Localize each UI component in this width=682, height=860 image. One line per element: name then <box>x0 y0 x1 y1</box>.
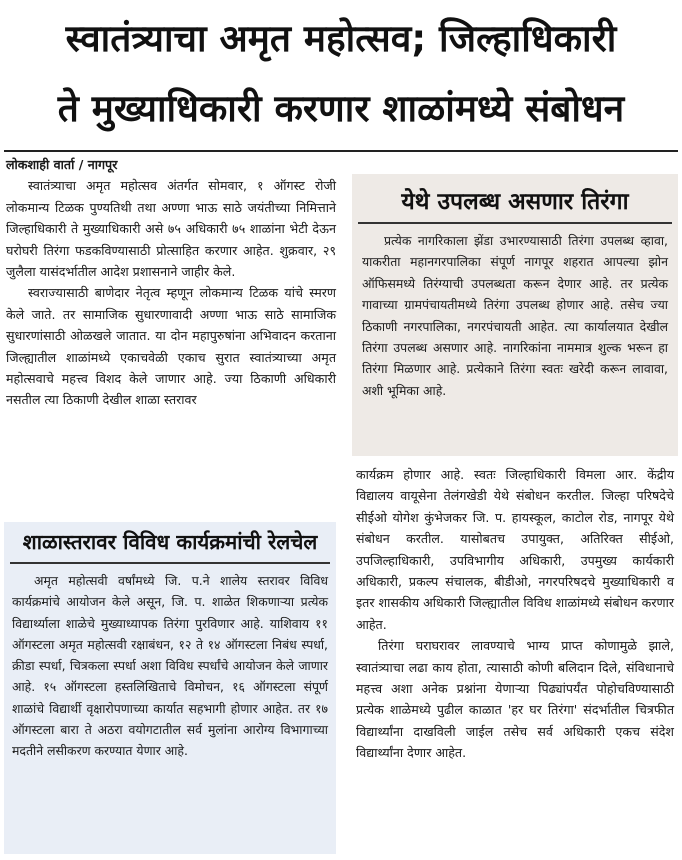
school-programs-box <box>4 522 336 854</box>
main-article-column <box>6 154 336 411</box>
tiranga-box-title: येथे उपलब्ध असणार तिरंगा <box>358 174 672 224</box>
headline <box>0 4 682 144</box>
main-paragraph-1: स्वातंत्र्याचा अमृत महोत्सव अंतर्गत सोमवार, १ ऑगस्ट रोजी लोकमान्य टिळक पुण्यतिथी तथा अण्णा भाऊ साठे जयंतीच्या निमित्ताने जिल्हाधिकारी ते मुख्याधिकारी असे ७५ अधिकारी ७५ शाळांना भेटी देऊन घरोघरी तिरंगा फडकविण्यासाठी प्रोत्साहित करणार आहेत. शुक्रवार, २९ जुलैला यासंदर्भातील आदेश प्रशासनाने जाहीर केले. <box>6 178 336 280</box>
headline-line-1: स्वातंत्र्याचा अमृत महोत्सव; जिल्हाधिकारी <box>65 17 617 60</box>
byline: लोकशाही वार्ता / नागपूर <box>6 157 118 172</box>
right-article-column <box>356 464 674 764</box>
right-paragraph-1: कार्यक्रम होणार आहे. स्वतः जिल्हाधिकारी विमला आर. केंद्रीय विद्यालय वायूसेना तेलंगखेडी येथे संबोधन करतील. जिल्हा परिषदेचे सीईओ योगेश कुंभेजकर जि. प. हायस्कूल, काटोल रोड, नागपूर येथे संबोधन करतील. यासोबतच उपायुक्त, अतिरिक्त सीईओ, उपजिल्हाधिकारी, उपविभागीय अधिकारी, उपमुख्य कार्यकारी अधिकारी, प्रकल्प संचालक, बीडीओ, नगरपरिषदचे मुख्याधिकारी व इतर शासकीय अधिकारी जिल्ह्यातील विविध शाळांमध्ये संबोधन करणार आहेत. <box>356 467 674 632</box>
right-paragraph-2: तिरंगा घराघरावर लावण्याचे भाग्य प्राप्त कोणामुळे झाले, स्वातंत्र्याचा लढा काय होता, त्यासाठी कोणी बलिदान दिले, संविधानाचे महत्त्व अशा अनेक प्रश्नांना येणाऱ्या पिढ्यांपर्यंत पोहोचविण्यासाठी प्रत्येक शाळेमध्ये पुढील काळात 'हर घर तिरंगा' संदर्भातील चित्रफीत विद्यार्थ्यांना दाखविली जाईल तसेच सर्व अधिकारी एकच संदेश विद्यार्थ्यांना देणार आहेत. <box>356 638 674 761</box>
school-box-title: शाळास्तरावर विविध कार्यक्रमांची रेलचेल <box>10 522 330 564</box>
main-paragraph-2: स्वराज्यासाठी बाणेदार नेतृत्व म्हणून लोकमान्य टिळक यांचे स्मरण केले जाते. तर सामाजिक सुधारणावादी अण्णा भाऊ साठे सामाजिक सुधारणांसाठी ओळखले जातात. या दोन महापुरुषांना अभिवादन करताना जिल्ह्यातील शाळांमध्ये एकाचवेळी एकाच सुरात स्वातंत्र्याच्या अमृत महोत्सवाचे महत्त्व विशद केले जाणार आहे. ज्या ठिकाणी अधिकारी नसतील त्या ठिकाणी देखील शाळा स्तरावर <box>6 285 336 408</box>
school-box-paragraph: अमृत महोत्सवी वर्षांमध्ये जि. प.ने शालेय स्तरावर विविध कार्यक्रमांचे आयोजन केले असून, जि. प. शाळेत शिकणाऱ्या प्रत्येक विद्यार्थ्याला शाळेचे मुख्याध्यापक तिरंगा पुरविणार आहे. याशिवाय ११ ऑगस्टला अमृत महोत्सवी रक्षाबंधन, १२ ते १४ ऑगस्टला निबंध स्पर्धा, क्रीडा स्पर्धा, चित्रकला स्पर्धा अशा विविध स्पर्धांचे आयोजन केले जाणार आहे. १५ ऑगस्टला हस्तलिखिताचे विमोचन, १६ ऑगस्टला संपूर्ण शाळांचे विद्यार्थी वृक्षारोपणाच्या कार्यात सहभागी होणार आहेत. तर १७ ऑगस्टला बारा ते अठरा वयोगटातील सर्व मुलांना आरोग्य विभागाच्या मदतीने लसीकरण करण्यात येणार आहे. <box>12 573 328 759</box>
tiranga-availability-box <box>352 174 678 456</box>
headline-rule <box>4 150 678 152</box>
tiranga-box-paragraph: प्रत्येक नागरिकाला झेंडा उभारण्यासाठी तिरंगा उपलब्ध व्हावा, याकरीता महानगरपालिका संपूर्ण नागपूर शहरात आपल्या झोन ऑफिसमध्ये तिरंग्याची उपलब्धता करून देणार आहे. तर प्रत्येक गावाच्या ग्रामपंचायतीमध्ये तिरंगा उपलब्ध होणार आहे. तसेच ज्या ठिकाणी नगरपालिका, नगरपंचायती आहेत. त्या कार्यालयात देखील तिरंगा उपलब्ध असणार आहे. नागरिकांना नाममात्र शुल्क भरून हा तिरंगा मिळणार आहे. प्रत्येकाने तिरंगा स्वतः खरेदी करून लावावा, अशी भूमिका आहे. <box>362 233 668 398</box>
headline-line-2: ते मुख्याधिकारी करणार शाळांमध्ये संबोधन <box>57 87 625 130</box>
